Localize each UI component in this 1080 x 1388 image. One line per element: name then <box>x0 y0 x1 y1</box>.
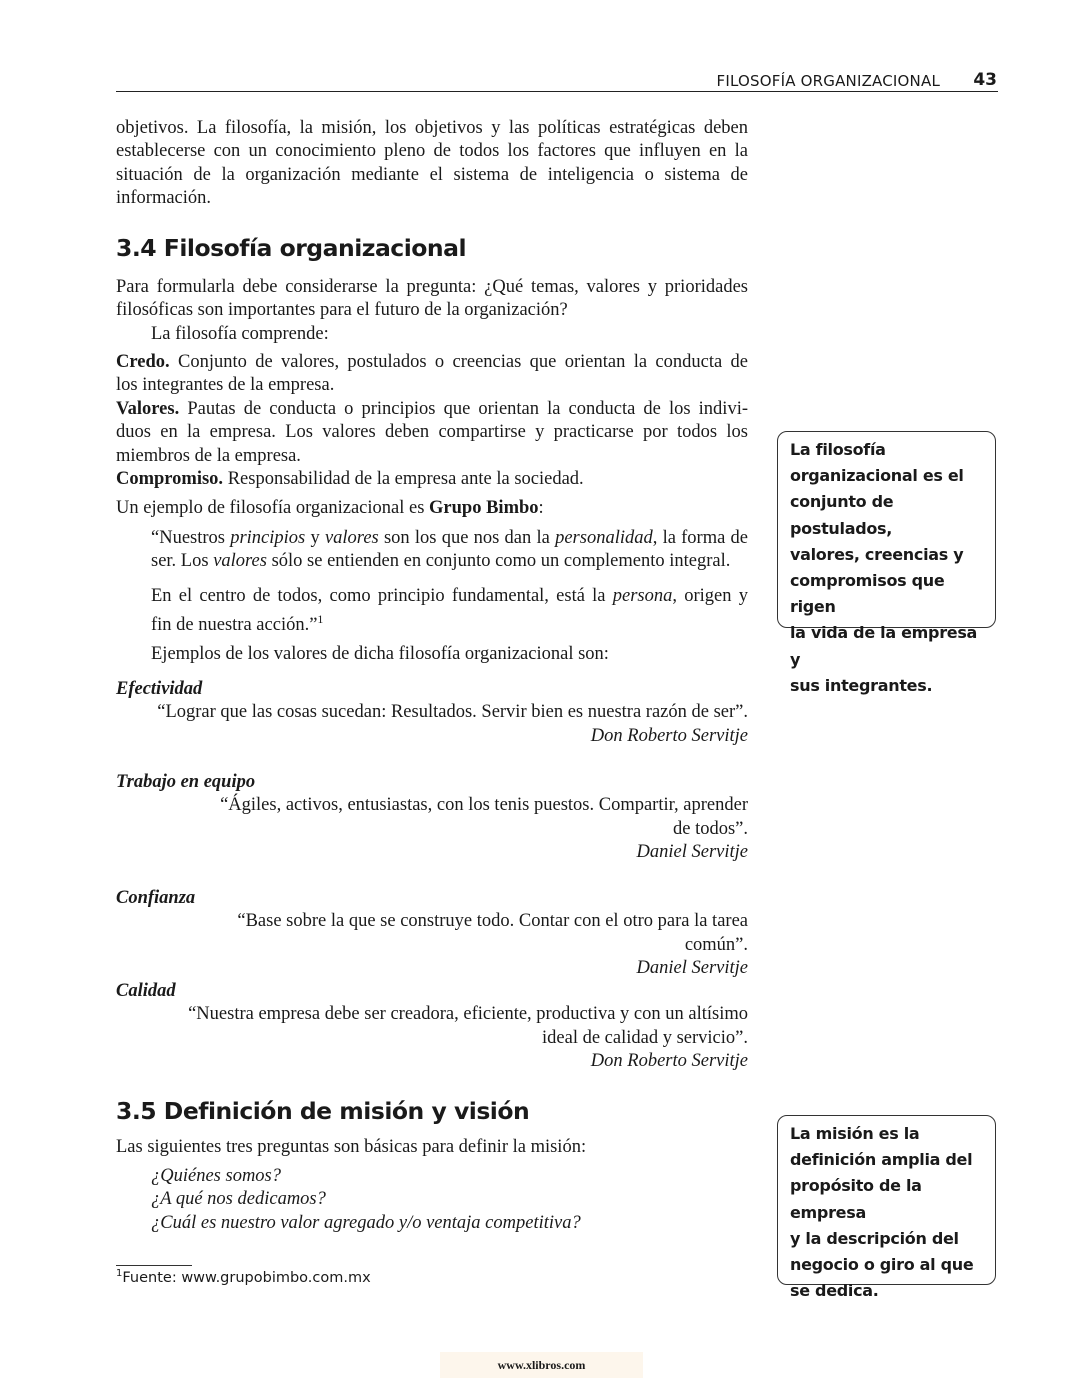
ejemplos-valores-line: Ejemplos de los valores de dicha filosofía organizacional son: <box>151 644 609 664</box>
quote-text: y <box>305 528 325 548</box>
philosophy-components <box>116 351 748 491</box>
value-confianza <box>116 887 748 981</box>
bimbo-quote-1 <box>151 527 748 574</box>
valores-line-2: duos en la empresa. Los valores deben compartirse y practicarse por todos los <box>116 422 748 443</box>
quote-emphasis: personalidad <box>555 528 653 548</box>
quote-text: ser. Los <box>151 551 214 572</box>
value-quote-line: ideal de calidad y servicio”. <box>542 1027 748 1048</box>
compromiso-term: Compromiso. <box>116 469 224 490</box>
quote-emphasis: principios <box>230 528 306 548</box>
value-quote-line: de todos”. <box>672 818 748 839</box>
valores-line-3: miembros de la empresa. <box>116 445 301 466</box>
value-quote-line: común”. <box>684 934 748 955</box>
quote-emphasis: valores <box>324 528 379 548</box>
sidebar-line: La filosofía <box>790 440 886 459</box>
footer-url[interactable]: www.xlibros.com <box>497 1358 586 1372</box>
quote-emphasis: valores <box>213 551 267 572</box>
quote-line <box>151 585 748 608</box>
footnote-reference[interactable]: 1 <box>317 612 324 627</box>
sidebar-note-mision <box>777 1115 996 1301</box>
question-item: ¿A qué nos dedicamos? <box>151 1189 326 1210</box>
question-item: ¿Cuál es nuestro valor agregado y/o ventaja competitiva? <box>151 1212 581 1233</box>
sidebar-line: negocio o giro al que <box>790 1255 974 1275</box>
credo-line-2: los integrantes de la empresa. <box>116 375 335 396</box>
value-name: Calidad <box>116 981 176 1001</box>
sidebar-line: la vida de la empresa y <box>790 623 978 669</box>
sidebar-line: se dedica. <box>790 1281 879 1301</box>
credo-term: Credo. <box>116 352 170 372</box>
text-line: establecerse con un conocimiento pleno de todos los factores que influyen en la <box>116 141 748 162</box>
quote-text: son los que nos dan la <box>378 528 556 548</box>
value-name: Confianza <box>116 888 196 908</box>
credo-line-1 <box>116 351 748 374</box>
value-author: Don Roberto Servitje <box>590 1051 748 1072</box>
text-line: información. <box>116 188 212 209</box>
value-author: Don Roberto Servitje <box>590 725 748 746</box>
value-author: Daniel Servitje <box>636 958 748 979</box>
mision-intro: Las siguientes tres preguntas son básicas para definir la misión: <box>116 1137 587 1157</box>
valores-text: Pautas de conducta o principios que orientan la conducta de los indivi- <box>179 398 748 419</box>
compromiso-line <box>116 468 748 491</box>
quote-text: En el centro de todos, como principio fundamental, está la <box>151 586 613 606</box>
quote-line <box>151 550 748 573</box>
sidebar-note-filosofia <box>777 431 996 695</box>
value-efectividad <box>116 678 748 748</box>
ejemplo-line <box>116 497 748 520</box>
text-line: objetivos. La filosofía, la misión, los objetivos y las políticas estratégicas deben <box>116 118 748 138</box>
value-name: Efectividad <box>116 679 203 699</box>
quote-text: , la forma de <box>652 528 749 548</box>
sidebar-line: y la descripción del <box>790 1228 959 1248</box>
value-quote-line: “Ágiles, activos, entusiastas, con los tenis puestos. Compartir, aprender <box>220 795 748 816</box>
footnote-mark: 1 <box>116 1268 123 1279</box>
valores-term: Valores. <box>116 398 180 419</box>
value-quote-line: “Base sobre la que se construye todo. Contar con el otro para la tarea <box>237 911 748 932</box>
value-trabajo-en-equipo <box>116 771 748 865</box>
sidebar-line: conjunto de postulados, <box>790 492 894 538</box>
sidebar-line: propósito de la empresa <box>790 1176 922 1222</box>
page-number: 43 <box>973 70 997 90</box>
value-quote-line: “Lograr que las cosas sucedan: Resultados. Servir bien es nuestra razón de ser”. <box>157 702 748 723</box>
section-3-4-body <box>116 276 748 346</box>
header-rule <box>116 91 998 92</box>
valores-line-1 <box>116 398 748 421</box>
company-name: Grupo Bimbo <box>429 498 539 518</box>
compromiso-text: Responsabilidad de la empresa ante la sociedad. <box>223 469 584 490</box>
ejemplo-prefix: Un ejemplo de filosofía organizacional es <box>116 498 430 518</box>
sidebar-line: organizacional es el <box>790 466 964 486</box>
footnote-rule <box>116 1265 192 1266</box>
sidebar-line: sus integrantes. <box>790 675 933 695</box>
bimbo-quote-2 <box>151 585 748 638</box>
value-calidad <box>116 980 748 1074</box>
quote-text: fin de nuestra acción.” <box>151 615 318 636</box>
sidebar-line: compromisos que rigen <box>790 571 945 617</box>
question-item: ¿Quiénes somos? <box>151 1166 282 1186</box>
text-line: situación de la organización mediante el sistema de inteligencia o sistema de <box>116 164 748 185</box>
text-line: Para formularla debe considerarse la pregunta: ¿Qué temas, valores y prioridades <box>116 277 748 297</box>
value-author: Daniel Servitje <box>636 842 748 863</box>
sidebar-line: valores, creencias y <box>790 544 964 564</box>
running-header-title: FILOSOFÍA ORGANIZACIONAL <box>716 72 940 90</box>
quote-text: sólo se entienden en conjunto como un complemento integral. <box>266 551 731 572</box>
sidebar-line: La misión es la <box>790 1124 920 1143</box>
mision-questions <box>151 1165 581 1235</box>
section-heading-3-5: 3.5 Definición de misión y visión <box>116 1097 530 1125</box>
text-line: filosóficas son importantes para el futuro de la organización? <box>116 300 568 321</box>
quote-text: “Nuestros <box>151 528 231 548</box>
value-quote-line: “Nuestra empresa debe ser creadora, eficiente, productiva y con un altísimo <box>188 1004 748 1025</box>
quote-emphasis: persona <box>612 586 673 606</box>
section-heading-3-4: 3.4 Filosofía organizacional <box>116 234 467 262</box>
intro-paragraph <box>116 117 748 211</box>
quote-text: , origen y <box>672 586 748 606</box>
quote-line <box>151 527 748 550</box>
value-name: Trabajo en equipo <box>116 772 256 792</box>
ejemplo-suffix: : <box>538 498 544 518</box>
footnote-text: Fuente: www.grupobimbo.com.mx <box>122 1269 371 1286</box>
text-line: La filosofía comprende: <box>151 323 329 344</box>
footnote <box>116 1268 371 1286</box>
credo-text: Conjunto de valores, postulados o creencias que orientan la conducta de <box>169 352 748 372</box>
sidebar-line: definición amplia del <box>790 1150 973 1170</box>
quote-line <box>151 608 748 638</box>
